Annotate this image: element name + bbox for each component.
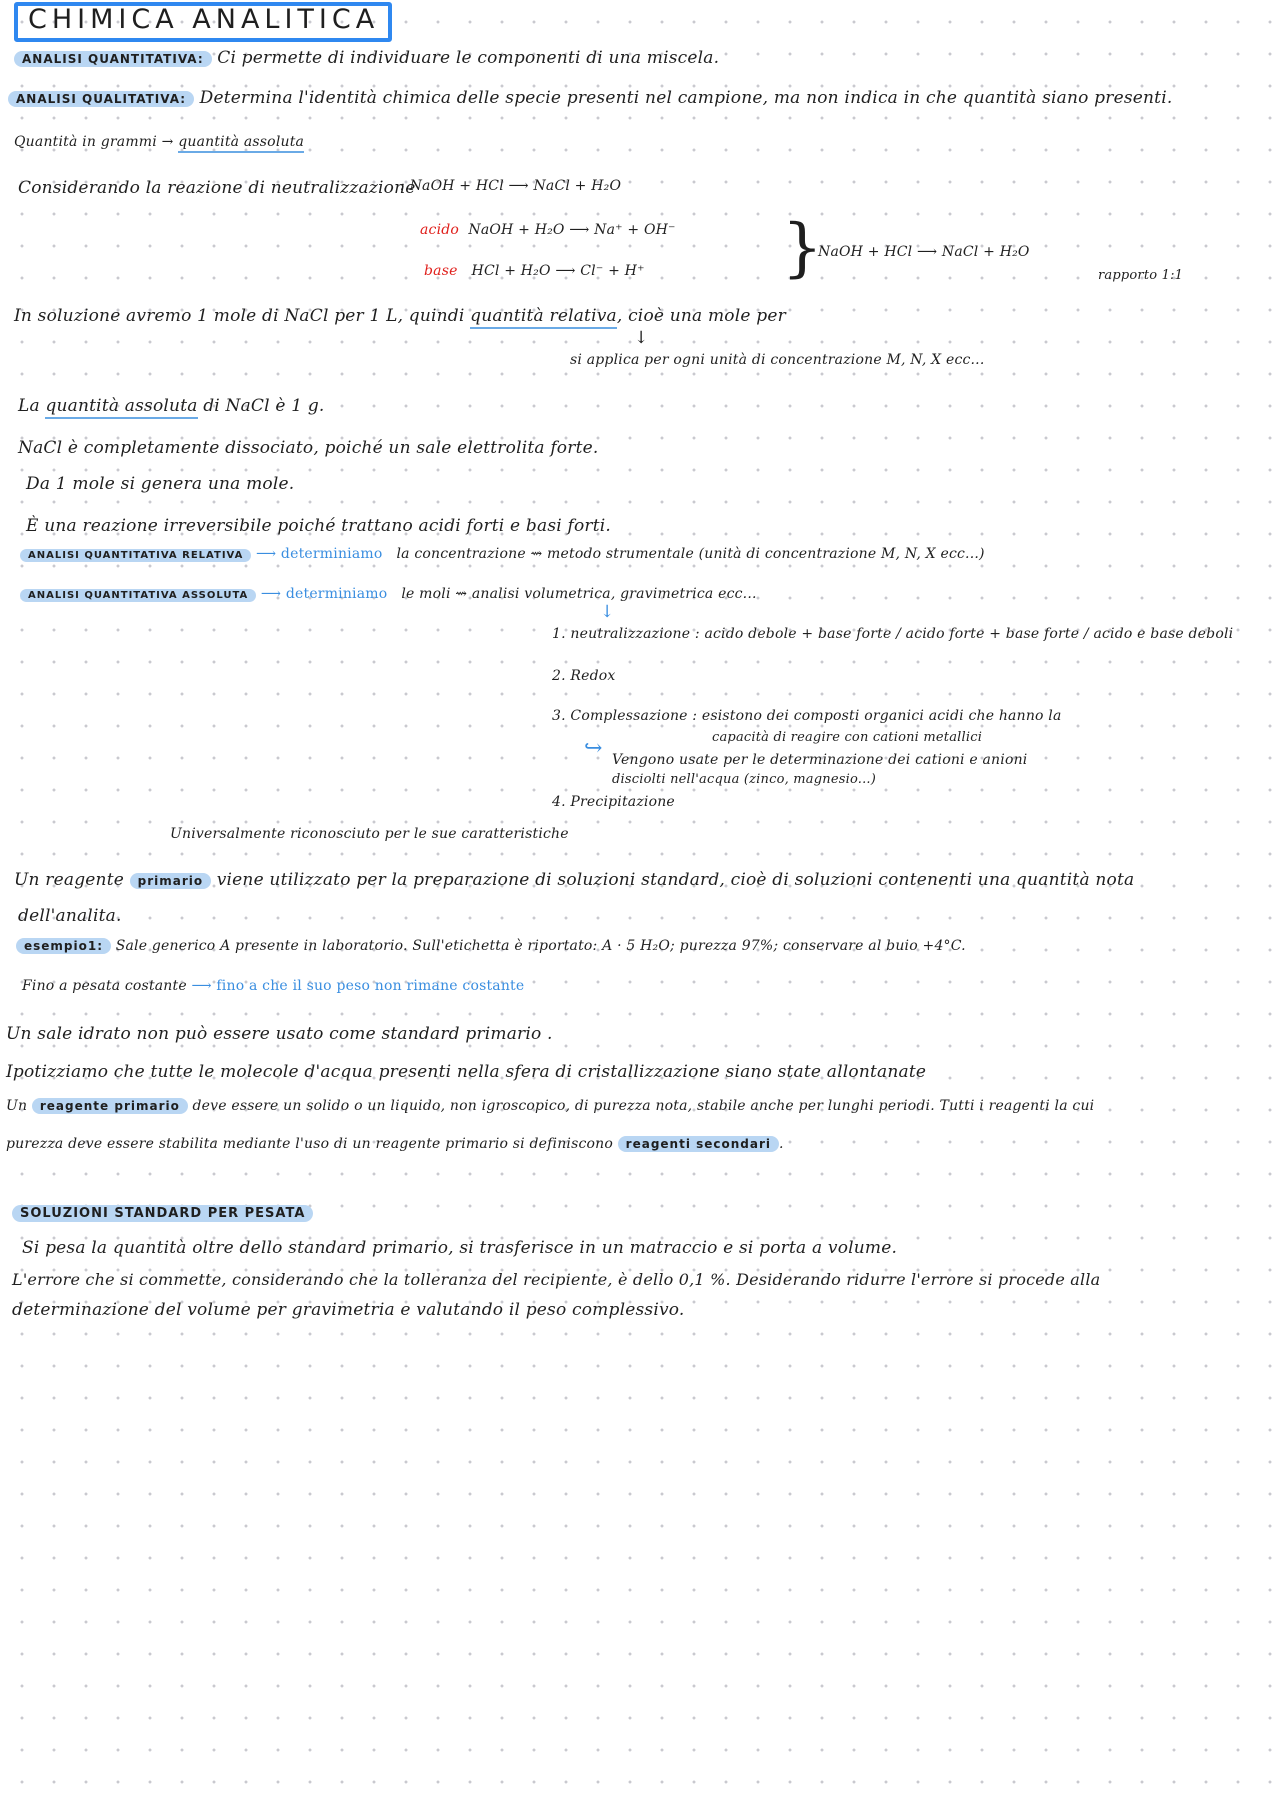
- acid-equation: NaOH + H₂O ⟶ Na⁺ + OH⁻: [468, 222, 676, 238]
- base-equation: HCl + H₂O ⟶ Cl⁻ + H⁺: [471, 263, 645, 279]
- line-base: [424, 263, 645, 279]
- line-determinazione: determinazione del volume per gravimetria e valutando il peso complessivo.: [12, 1300, 685, 1320]
- line-esempio: [16, 938, 966, 954]
- line-errore: L'errore che si commette, considerando che la tolleranza del recipiente, è dello 0,1 %. Desiderando ridurre l'errore si procede alla: [12, 1270, 1101, 1289]
- line-reagente-primario: [14, 870, 1134, 890]
- brace-icon: }: [782, 211, 823, 285]
- line-dissociato: NaCl è completamente dissociato, poiché un sale elettrolita forte.: [18, 438, 599, 458]
- tag-analisi-qualitativa: ANALISI QUALITATIVA:: [8, 91, 194, 107]
- line-sale-idrato: Un sale idrato non può essere usato come standard primario .: [6, 1024, 553, 1044]
- un-text: Un: [6, 1098, 28, 1114]
- line-quantita-assoluta: [18, 396, 325, 416]
- tag-relativa: ANALISI QUANTITATIVA RELATIVA: [20, 549, 251, 562]
- line-reazione: [18, 178, 416, 198]
- line-irreversibile: È una reazione irreversibile poiché trattano acidi forti e basi forti.: [26, 516, 612, 536]
- note-universalmente: Universalmente riconosciuto per le sue caratteristiche: [170, 826, 569, 842]
- reazione-text: Considerando la reazione di neutralizzazione: [18, 178, 416, 198]
- line-pesa: Si pesa la quantità oltre dello standard primario, si trasferisce in un matraccio e si porta a volume.: [22, 1238, 898, 1258]
- line-secondari: [6, 1136, 784, 1152]
- esempio-text: Sale generico A presente in laboratorio. Sull'etichetta è riportato: A · 5 H₂O; purezza 97%; conservare al buio +4°C.: [115, 938, 966, 954]
- line-pesata: [22, 978, 524, 994]
- text-quantitativa: Ci permette di individuare le componenti di una miscela.: [217, 48, 720, 68]
- line-acido: [420, 222, 676, 238]
- list-item-4: 4. Precipitazione: [552, 794, 675, 810]
- quantita-grammi: Quantità in grammi →: [14, 134, 174, 150]
- quantita-assoluta-term-2: quantità assoluta: [45, 396, 197, 419]
- reazione-equation: : NaOH + HCl ⟶ NaCl + H₂O: [400, 178, 622, 194]
- curve-arrow-icon: ↪: [584, 736, 603, 761]
- list-item-3-use-2: disciolti nell'acqua (zinco, magnesio...): [612, 772, 877, 787]
- acid-label: acido: [420, 222, 460, 238]
- base-label: base: [424, 263, 458, 279]
- assoluta-arrow: ⟶ determiniamo: [260, 586, 388, 602]
- secondari-end: .: [779, 1136, 784, 1152]
- line-analita: dell'analita.: [18, 906, 122, 926]
- la-text: La: [18, 396, 40, 416]
- tag-primario: primario: [130, 873, 212, 889]
- pesata-text: Fino a pesata costante: [22, 978, 187, 994]
- line-relativa: [20, 546, 985, 562]
- arrow-down-icon-2: ↓: [600, 602, 615, 622]
- tag-analisi-quantitativa: ANALISI QUANTITATIVA:: [14, 51, 212, 67]
- requisiti-text: deve essere un solido o un liquido, non igroscopico, di purezza nota, stabile anche per lunghi periodi. Tutti i reagenti la cui: [192, 1098, 1095, 1114]
- pesata-def: ⟶ fino a che il suo peso non rimane costante: [191, 978, 525, 994]
- reagente-def: viene utilizzato per la preparazione di soluzioni standard, cioè di soluzioni contenenti una quantità nota: [216, 870, 1135, 890]
- line-assoluta: [20, 586, 757, 602]
- brace-equation: NaOH + HCl ⟶ NaCl + H₂O: [818, 244, 1030, 260]
- soluzione-text: In soluzione avremo 1 mole di NaCl per 1 L, quindi: [14, 306, 465, 326]
- soluzione-end: , cioè una mole per: [616, 306, 786, 326]
- line-requisiti: [6, 1098, 1094, 1114]
- quantita-relativa-term: quantità relativa: [470, 306, 617, 329]
- ratio-note: rapporto 1:1: [1098, 268, 1184, 283]
- line-soluzione: [14, 306, 786, 326]
- line-ipotizziamo: Ipotizziamo che tutte le molecole d'acqua presenti nella sfera di cristallizzazione siano state allontanate: [6, 1062, 927, 1082]
- assoluta-text: le moli ⇝ analisi volumetrica, gravimetrica ecc...: [401, 586, 757, 602]
- list-item-3: 3. Complessazione : esistono dei composti organici acidi che hanno la: [552, 708, 1062, 724]
- list-item-1: 1. neutralizzazione : acido debole + base forte / acido forte + base forte / acido e base deboli: [552, 626, 1234, 642]
- tag-reagente-primario: reagente primario: [32, 1098, 188, 1114]
- reagente-text: Un reagente: [14, 870, 124, 890]
- line-mole: Da 1 mole si genera una mole.: [26, 474, 295, 494]
- list-item-2: 2. Redox: [552, 668, 616, 684]
- arrow-down-icon: ↓: [634, 328, 649, 348]
- line-analisi-qualitativa: [8, 88, 1172, 108]
- section-soluzioni-standard: [12, 1202, 313, 1222]
- page-title: CHIMICA ANALITICA: [28, 4, 380, 35]
- tag-soluzioni-standard: SOLUZIONI STANDARD PER PESATA: [12, 1205, 313, 1222]
- list-item-3-use: Vengono usate per le determinazione dei cationi e anioni: [612, 752, 1028, 768]
- tag-assoluta: ANALISI QUANTITATIVA ASSOLUTA: [20, 589, 256, 602]
- line-quantita-grammi: [14, 134, 304, 150]
- tag-esempio: esempio1:: [16, 938, 111, 954]
- quantita-assoluta-term: quantità assoluta: [178, 134, 304, 153]
- secondari-text: purezza deve essere stabilita mediante l'uso di un reagente primario si definiscono: [6, 1136, 614, 1152]
- tag-reagenti-secondari: reagenti secondari: [618, 1136, 779, 1152]
- relativa-text: la concentrazione ⇝ metodo strumentale (unità di concentrazione M, N, X ecc...): [396, 546, 985, 562]
- line-analisi-quantitativa: [14, 48, 719, 68]
- list-item-3-sub: capacità di reagire con cationi metallici: [712, 730, 983, 745]
- relativa-arrow: ⟶ determiniamo: [256, 546, 383, 562]
- text-qualitativa: Determina l'identità chimica delle specie presenti nel campione, ma non indica in che quantità siano presenti.: [199, 88, 1173, 108]
- line-unita: si applica per ogni unità di concentrazione M, N, X ecc...: [570, 352, 985, 368]
- nacl-text: di NaCl è 1 g.: [203, 396, 325, 416]
